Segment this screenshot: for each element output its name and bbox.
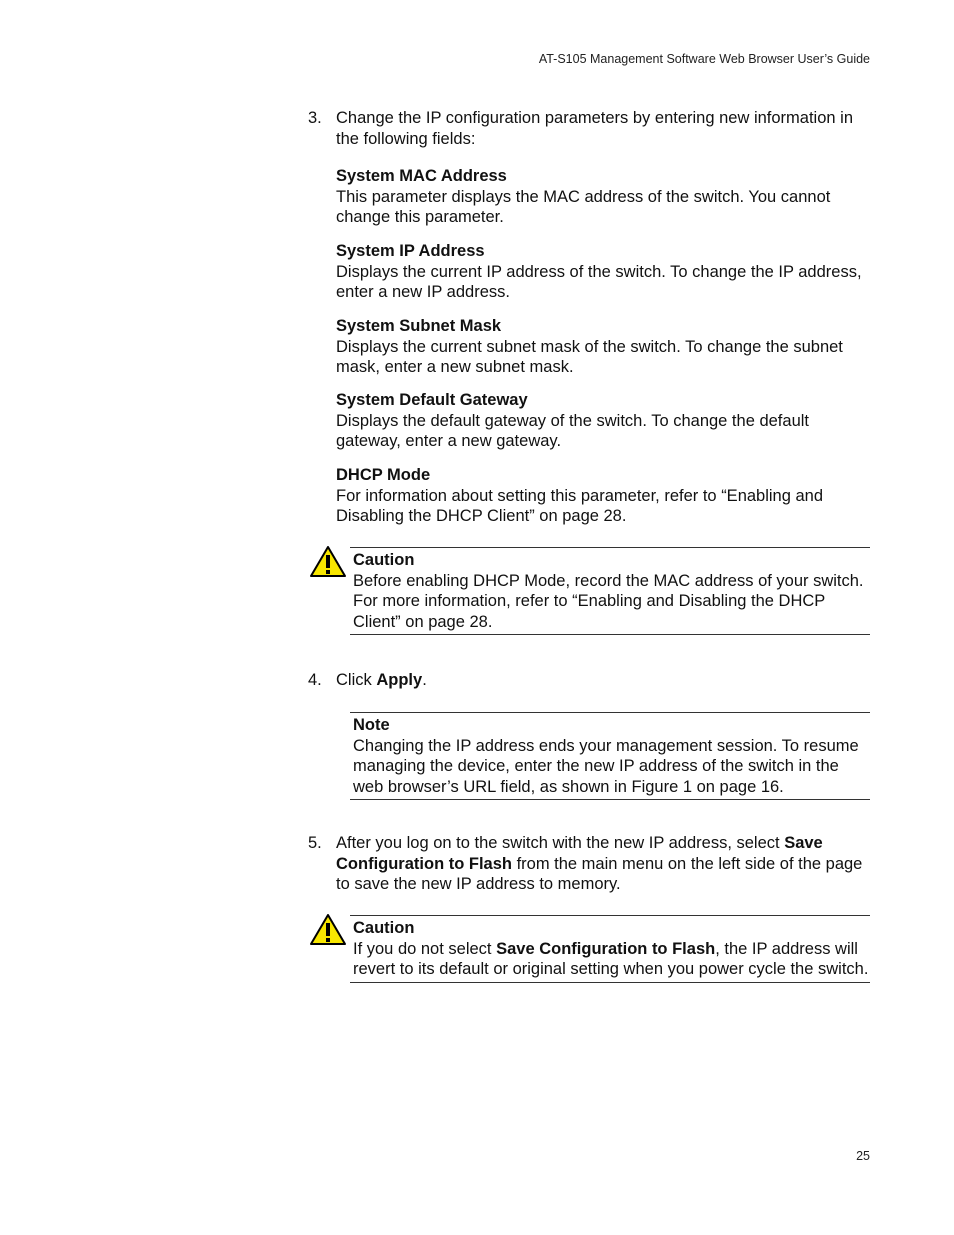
field-description: Displays the default gateway of the switch. To change the default gateway, enter a new gateway. bbox=[336, 411, 809, 450]
field-dhcp-mode bbox=[336, 465, 870, 527]
field-term: DHCP Mode bbox=[336, 466, 431, 484]
caution-box bbox=[350, 915, 870, 983]
caution-title: Caution bbox=[353, 551, 415, 569]
field-term: System MAC Address bbox=[336, 167, 507, 185]
step-text-pre: Click bbox=[336, 671, 377, 689]
field-system-default-gateway bbox=[336, 390, 870, 452]
field-system-mac-address bbox=[336, 166, 870, 228]
note-box bbox=[350, 712, 870, 800]
save-config-label: Save Configuration to Flash bbox=[336, 834, 823, 873]
warning-triangle-icon bbox=[309, 545, 347, 578]
page-number: 25 bbox=[856, 1149, 870, 1163]
apply-label: Apply bbox=[376, 671, 423, 689]
step-text-post: from the main menu on the left side of the page to save the new IP address to memory. bbox=[336, 854, 863, 893]
step-text bbox=[336, 670, 870, 691]
field-system-subnet-mask bbox=[336, 316, 870, 378]
note-text: Changing the IP address ends your management session. To resume managing the device, enter the new IP address of the switch in the web browser’s URL field, as shown in Figure 1 on page 16. bbox=[353, 736, 859, 796]
caution-title: Caution bbox=[353, 919, 415, 937]
step-number: 4. bbox=[308, 671, 322, 689]
caution-box bbox=[350, 547, 870, 635]
caution-text-post: , the IP address will revert to its default or original setting when you power cycle the switch. bbox=[353, 939, 869, 978]
field-term: System IP Address bbox=[336, 242, 485, 260]
save-config-label: Save Configuration to Flash bbox=[496, 939, 716, 958]
step-text-pre: After you log on to the switch with the new IP address, select bbox=[336, 834, 785, 852]
note-title: Note bbox=[353, 716, 390, 734]
step-text-post: . bbox=[422, 671, 427, 689]
field-term: System Subnet Mask bbox=[336, 317, 502, 335]
step-number: 3. bbox=[308, 109, 322, 127]
step-text bbox=[336, 833, 870, 895]
field-description: This parameter displays the MAC address of the switch. You cannot change this parameter. bbox=[336, 187, 831, 226]
caution-text-pre: If you do not select bbox=[353, 939, 497, 958]
step-5 bbox=[308, 833, 870, 895]
step-3 bbox=[308, 108, 870, 149]
step-4 bbox=[308, 670, 870, 691]
field-description: For information about setting this parameter, refer to “Enabling and Disabling the DHCP Client” on page 28. bbox=[336, 486, 824, 525]
caution-text bbox=[353, 939, 870, 980]
step-number: 5. bbox=[308, 834, 322, 852]
step-text: Change the IP configuration parameters by entering new information in the following fields: bbox=[336, 109, 854, 148]
field-description: Displays the current subnet mask of the switch. To change the subnet mask, enter a new subnet mask. bbox=[336, 337, 843, 376]
running-header: AT-S105 Management Software Web Browser User’s Guide bbox=[538, 52, 870, 66]
field-system-ip-address bbox=[336, 241, 870, 303]
field-description: Displays the current IP address of the switch. To change the IP address, enter a new IP address. bbox=[336, 262, 862, 301]
caution-text: Before enabling DHCP Mode, record the MAC address of your switch. For more information, refer to “Enabling and Disabling the DHCP Client” on page 28. bbox=[353, 571, 864, 631]
field-term: System Default Gateway bbox=[336, 391, 528, 409]
warning-triangle-icon bbox=[309, 913, 347, 946]
